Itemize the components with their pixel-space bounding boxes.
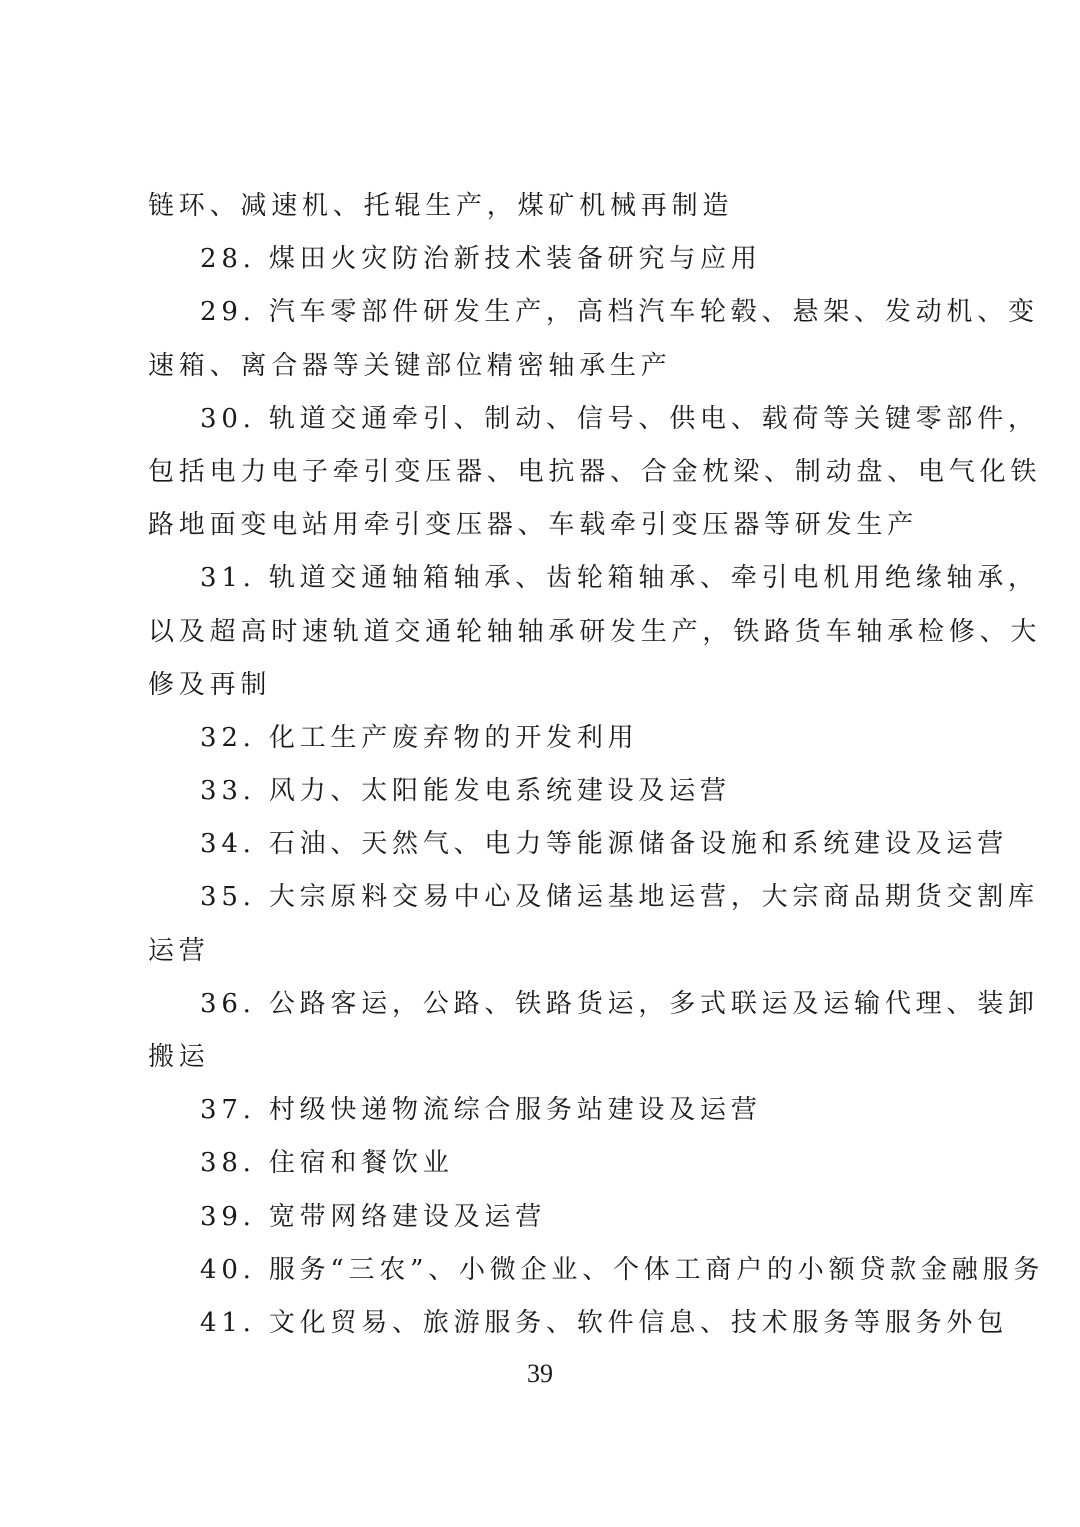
text-line: 修及再制 [148,669,272,700]
text-line: 运营 [148,935,210,966]
text-line: 32. 化工生产废弃物的开发利用 [200,722,639,753]
text-line: 36. 公路客运，公路、铁路货运，多式联运及运输代理、装卸 [200,988,1039,1019]
text-line: 31. 轨道交通轴箱轴承、齿轮箱轴承、牵引电机用绝缘轴承， [200,563,1039,594]
page-number: 39 [527,1359,553,1388]
text-line: 链环、减速机、托辊生产，煤矿机械再制造 [148,191,734,221]
text-line: 37. 村级快递物流综合服务站建设及运营 [200,1095,762,1126]
text-line: 39. 宽带网络建设及运营 [200,1201,547,1232]
text-line: 包括电力电子牵引变压器、电抗器、合金枕梁、制动盘、电气化铁 [148,456,1042,487]
text-line: 路地面变电站用牵引变压器、车载牵引变压器等研发生产 [148,510,919,541]
text-line: 以及超高时速轨道交通轮轴轴承研发生产，铁路货车轴承检修、大 [148,616,1042,647]
text-line: 速箱、离合器等关键部位精密轴承生产 [148,350,672,381]
text-line: 34. 石油、天然气、电力等能源储备设施和系统建设及运营 [200,829,1009,860]
text-line: 41. 文化贸易、旅游服务、软件信息、技术服务等服务外包 [200,1307,1009,1338]
text-line: 30. 轨道交通牵引、制动、信号、供电、载荷等关键零部件， [200,403,1039,434]
text-line: 28. 煤田火灾防治新技术装备研究与应用 [200,244,762,275]
text-line: 38. 住宿和餐饮业 [200,1148,454,1179]
text-line: 29. 汽车零部件研发生产，高档汽车轮毂、悬架、发动机、变 [200,297,1039,328]
text-line: 搬运 [148,1042,210,1072]
document-body [148,180,1045,1350]
text-line: 33. 风力、太阳能发电系统建设及运营 [200,776,731,807]
text-line: 35. 大宗原料交易中心及储运基地运营，大宗商品期货交割库 [200,882,1039,913]
text-line: 40. 服务“三农”、小微企业、个体工商户的小额贷款金融服务 [200,1254,1045,1285]
